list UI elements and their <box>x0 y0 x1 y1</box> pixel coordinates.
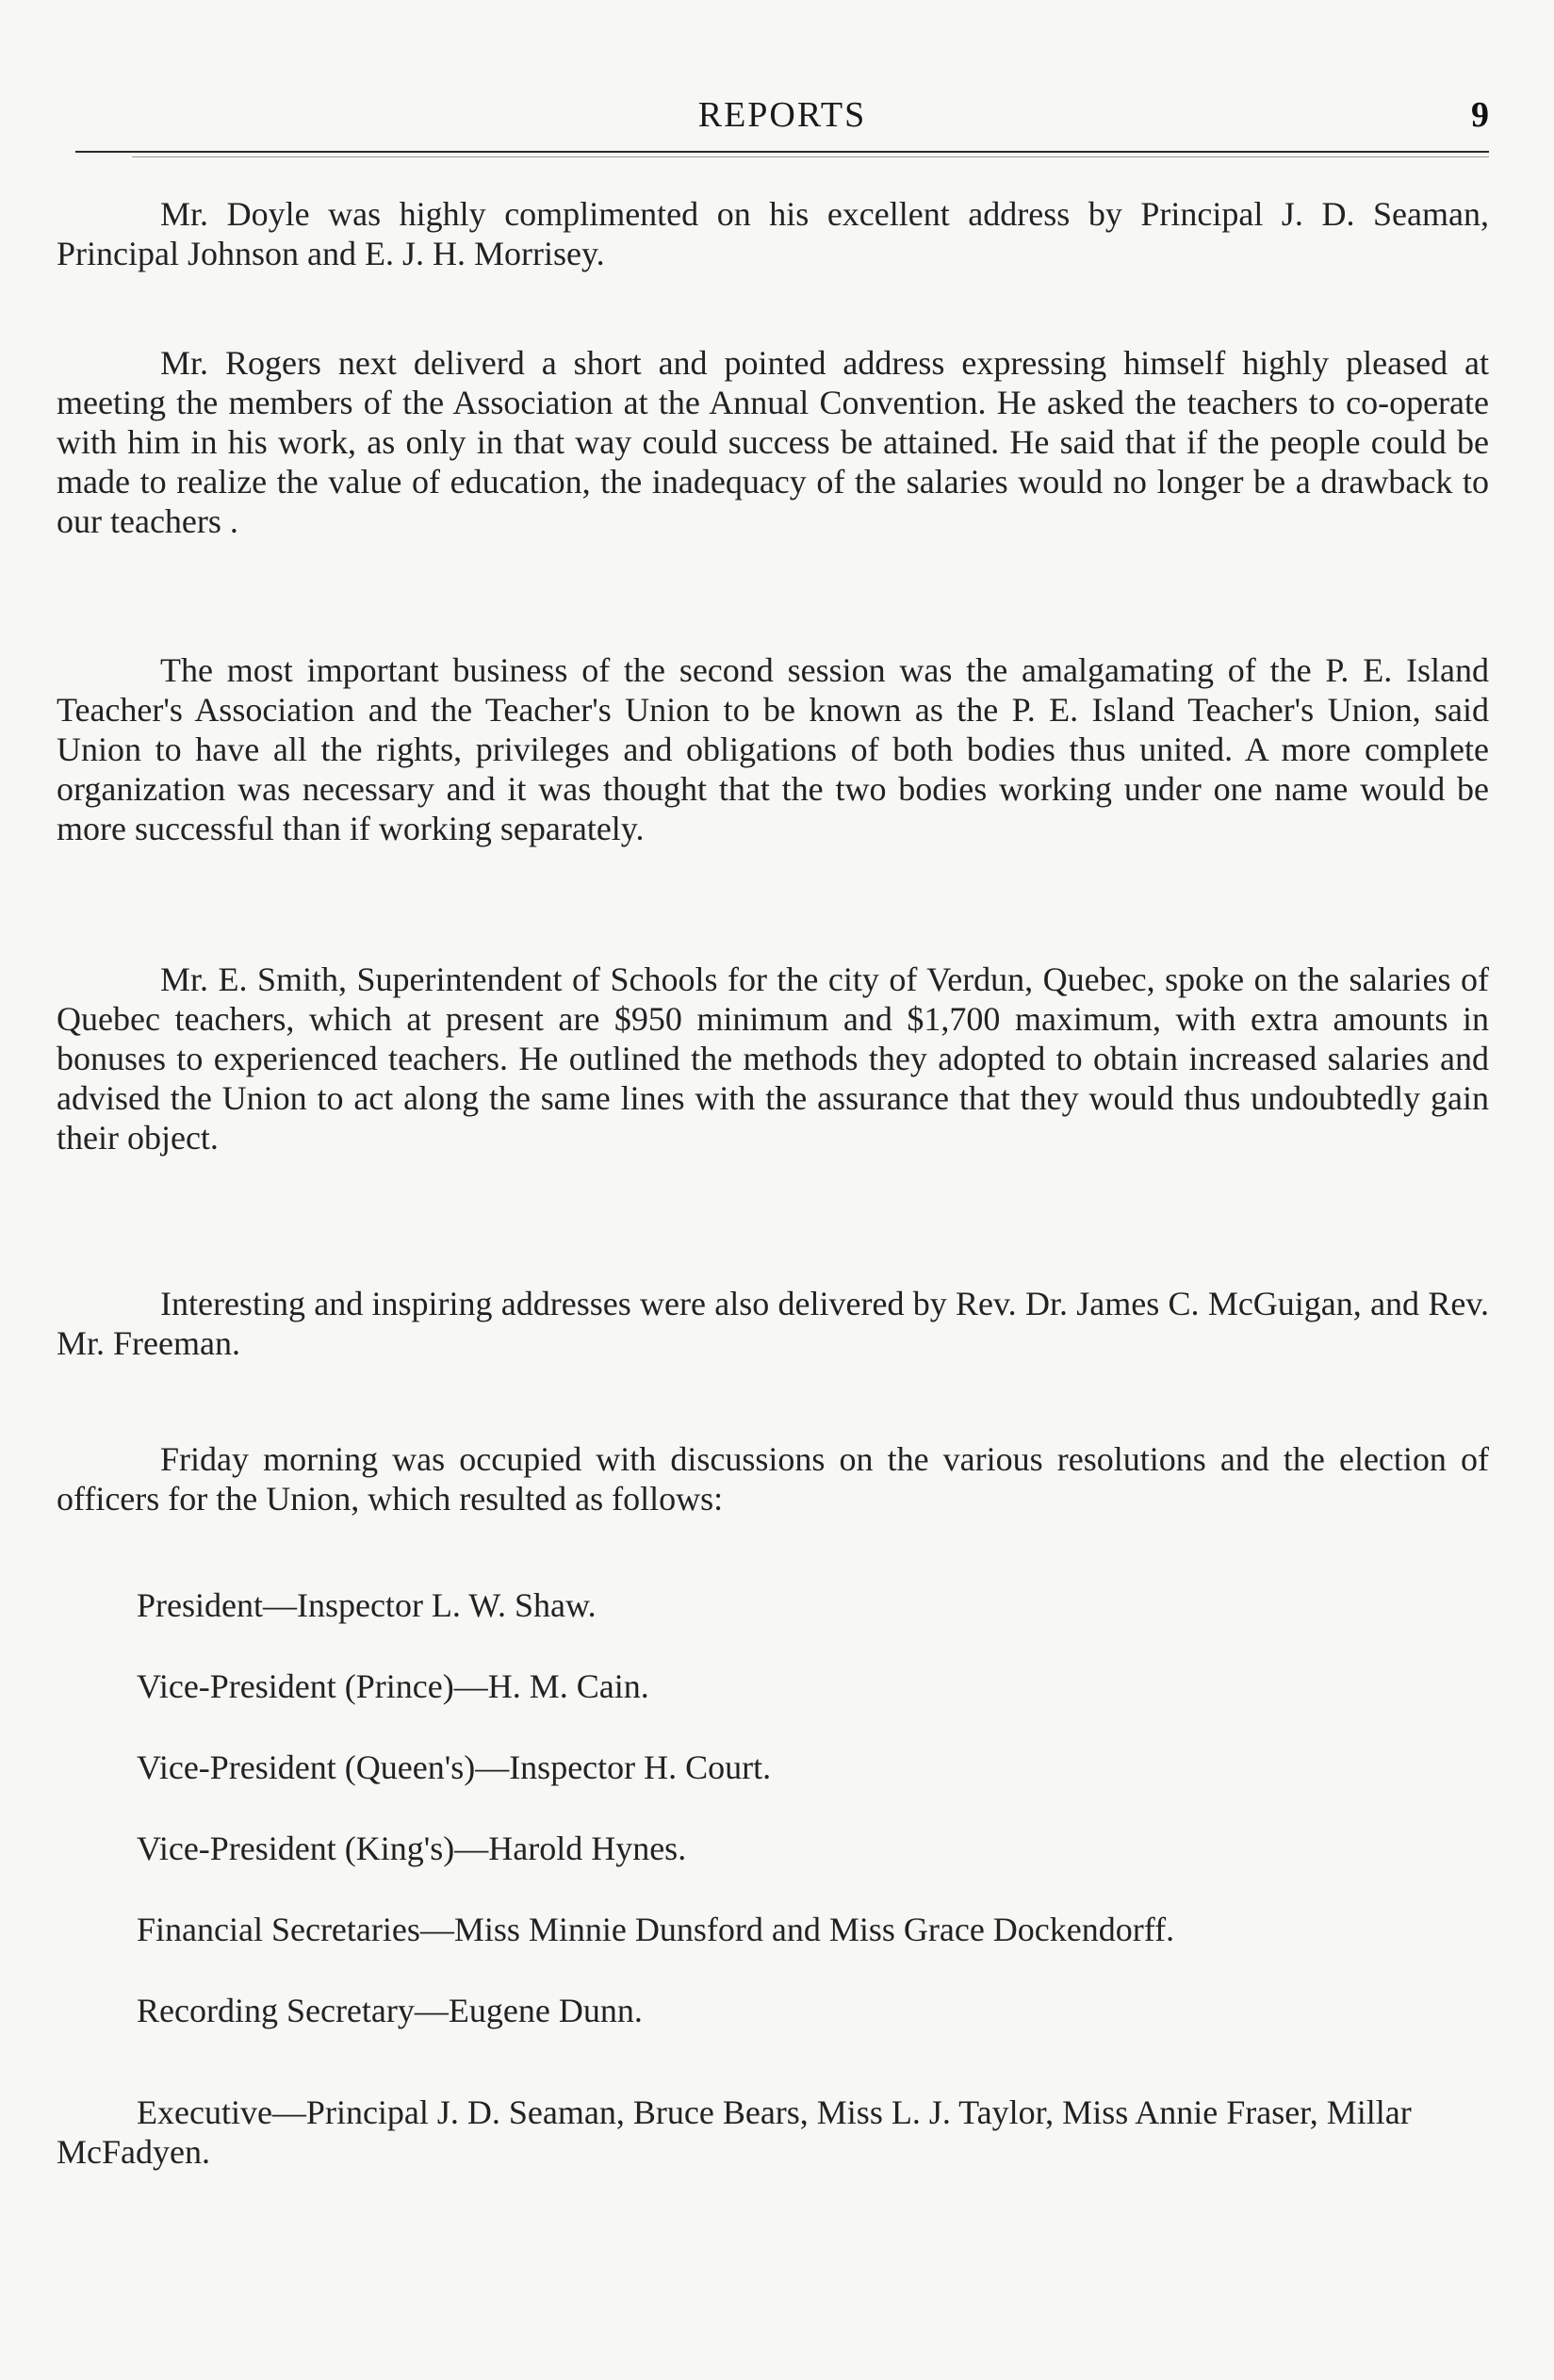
header-rule <box>75 151 1489 153</box>
page-number: 9 <box>1471 95 1489 135</box>
officer-executive: Executive—Principal J. D. Seaman, Bruce Bears, Miss L. J. Taylor, Miss Annie Fraser, Millar McFadyen. <box>57 2093 1412 2171</box>
paragraph-other-addresses: Interesting and inspiring addresses were also delivered by Rev. Dr. James C. McGuigan, and Rev. Mr. Freeman. <box>57 1285 1489 1362</box>
header-rule-thin <box>132 156 1489 157</box>
paragraph-doyle-compliments: Mr. Doyle was highly complimented on his excellent address by Principal J. D. Seaman, Principal Johnson and E. J. H. Morrisey. <box>57 195 1489 272</box>
officer-financial-secretaries: Financial Secretaries—Miss Minnie Dunsford and Miss Grace Dockendorff. <box>137 1911 1175 1948</box>
paragraph-rogers-address: Mr. Rogers next deliverd a short and pointed address expressing himself highly pleased at meeting the members of the Association at the Annual Convention. He asked the teachers to co-operate with him in his work, as only in that way could success be attained. He said that if the people could be made to realize the value of education, the inadequacy of the salaries would no longer be a drawback to our teachers . <box>57 344 1489 540</box>
running-title: REPORTS <box>697 95 867 135</box>
paragraph-smith-salaries: Mr. E. Smith, Superintendent of Schools for the city of Verdun, Quebec, spoke on the salaries of Quebec teachers, which at present are $950 minimum and $1,700 maximum, with extra amounts in bonuses to experienced teachers. He outlined the methods they adopted to obtain increased salaries and advised the Union to act along the same lines with the assurance that they would thus undoubtedly gain their object. <box>57 960 1489 1157</box>
page-header <box>75 94 1489 151</box>
paragraph-election-intro: Friday morning was occupied with discussions on the various resolutions and the election of officers for the Union, which resulted as follows: <box>57 1440 1489 1518</box>
officer-vice-president-queens: Vice-President (Queen's)—Inspector H. Court. <box>137 1748 772 1786</box>
officer-recording-secretary: Recording Secretary—Eugene Dunn. <box>137 1992 643 2029</box>
officer-vice-president-kings: Vice-President (King's)—Harold Hynes. <box>137 1830 687 1867</box>
paragraph-amalgamation: The most important business of the second session was the amalgamating of the P. E. Island Teacher's Association and the Teacher's Union to be known as the P. E. Island Teacher's Union, said Union to have all the rights, privileges and obligations of both bodies thus united. A more complete organization was necessary and it was thought that the two bodies working under one name would be more successful than if working separately. <box>57 651 1489 847</box>
officer-vice-president-prince: Vice-President (Prince)—H. M. Cain. <box>137 1667 649 1705</box>
officer-president: President—Inspector L. W. Shaw. <box>137 1586 597 1624</box>
